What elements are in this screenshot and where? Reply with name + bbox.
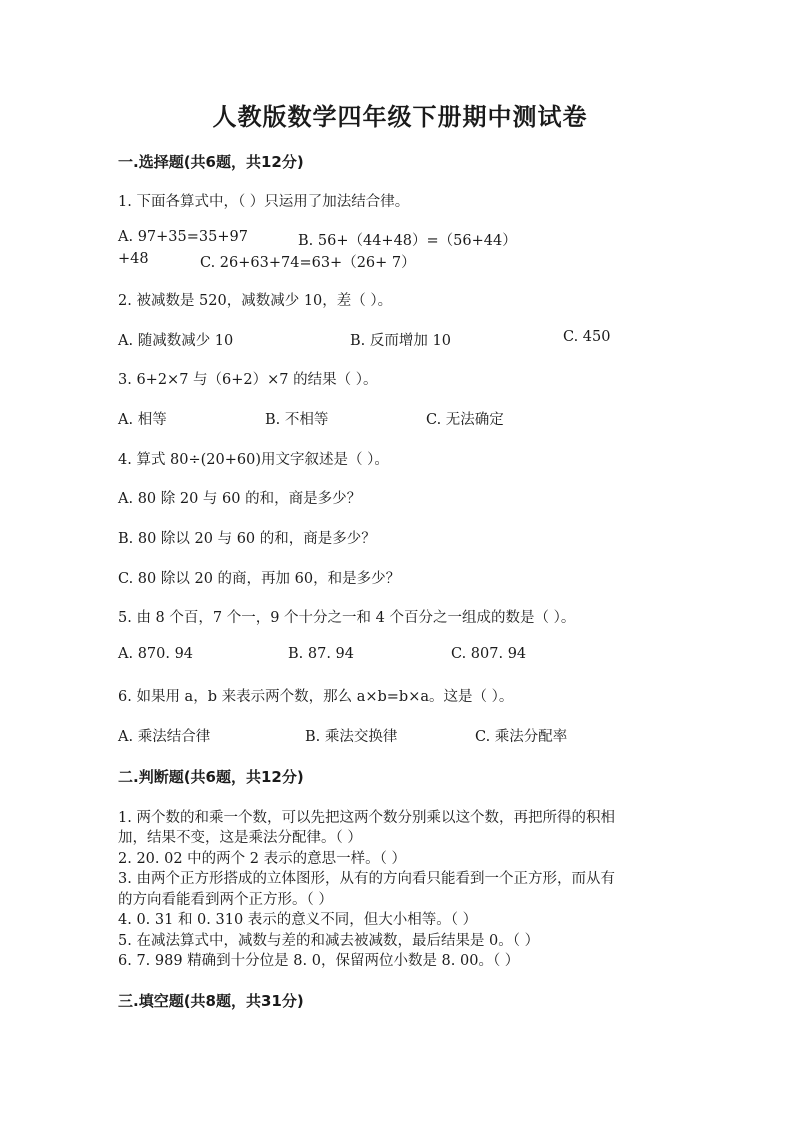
question-1-option-a: A. 97+35=35+97 [118,229,248,245]
question-2-option-a: A. 随减数减少 10 [118,333,234,349]
question-4-option-c: C. 80 除以 20 的商，再加 60，和是多少？ [118,571,401,587]
question-5-stem: 5. 由 8 个百，7 个一，9 个十分之一和 4 个百分之一组成的数是（ ）。 [118,610,576,626]
question-4-option-a: A. 80 除 20 与 60 的和，商是多少？ [118,491,362,507]
tf-question-4: 4. 0. 31 和 0. 310 表示的意义不同，但大小相等。（ ） [118,912,478,928]
section-heading-choice: 一.选择题(共6题，共12分) [118,153,304,171]
tf-question-3-line-2: 的方向看能看到两个正方形。（ ） [118,892,333,908]
question-1-option-b-continued: +48 [118,251,149,267]
tf-question-6: 6. 7. 989 精确到十分位是 8. 0，保留两位小数是 8. 00。（ ） [118,953,520,969]
section-heading-true-false: 二.判断题(共6题，共12分) [118,768,304,786]
question-2-option-c: C. 450 [563,329,611,345]
question-2-option-b: B. 反而增加 10 [350,333,451,349]
question-3-option-b: B. 不相等 [265,412,329,428]
question-2-stem: 2. 被减数是 520，减数减少 10，差（ ）。 [118,293,393,309]
tf-question-1-line-1: 1. 两个数的和乘一个数，可以先把这两个数分别乘以这个数，再把所得的积相 [118,810,615,826]
question-4-stem: 4. 算式 80÷(20+60)用文字叙述是（ ）。 [118,452,389,468]
question-4-option-b: B. 80 除以 20 与 60 的和，商是多少？ [118,531,376,547]
section-heading-fill-in: 三.填空题(共8题，共31分) [118,992,304,1010]
question-6-option-c: C. 乘法分配率 [475,729,568,745]
question-3-option-c: C. 无法确定 [426,412,504,428]
question-6-option-b: B. 乘法交换律 [305,729,398,745]
tf-question-2: 2. 20. 02 中的两个 2 表示的意思一样。（ ） [118,851,406,867]
question-1-stem: 1. 下面各算式中，（ ）只运用了加法结合律。 [118,194,410,210]
question-5-option-a: A. 870. 94 [118,646,194,662]
tf-question-3-line-1: 3. 由两个正方形搭成的立体图形，从有的方向看只能看到一个正方形，而从有 [118,871,615,887]
question-5-option-b: B. 87. 94 [288,646,354,662]
question-1-option-b: B. 56+（44+48）=（56+44） [298,233,517,249]
question-1-option-c: C. 26+63+74=63+（26+ 7） [200,255,416,271]
question-3-option-a: A. 相等 [118,412,167,428]
tf-question-1-line-2: 加，结果不变，这是乘法分配律。（ ） [118,830,362,846]
page-title: 人教版数学四年级下册期中测试卷 [212,103,588,131]
tf-question-5: 5. 在减法算式中，减数与差的和减去被减数，最后结果是 0。（ ） [118,933,540,949]
question-6-stem: 6. 如果用 a，b 来表示两个数，那么 a×b=b×a。这是（ ）。 [118,689,514,705]
question-6-option-a: A. 乘法结合律 [118,729,211,745]
question-3-stem: 3. 6+2×7 与（6+2）×7 的结果（ ）。 [118,372,378,388]
question-5-option-c: C. 807. 94 [451,646,527,662]
